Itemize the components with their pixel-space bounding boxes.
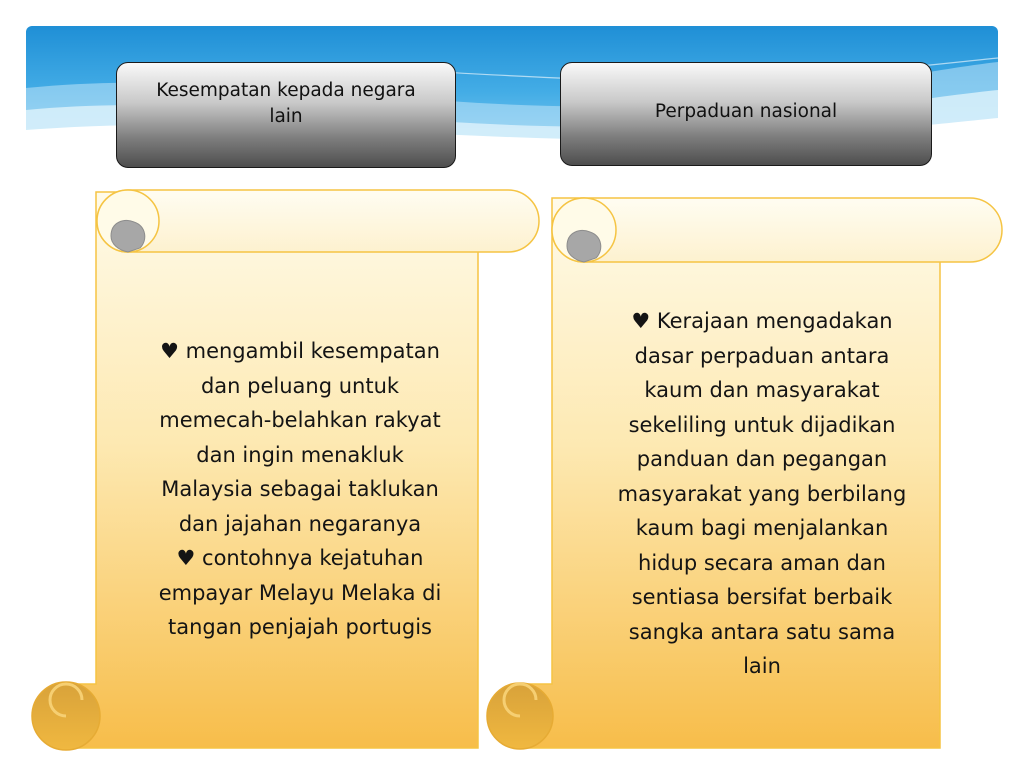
header-left-line-2: lain <box>269 106 303 127</box>
scroll-left-line: dan jajahan negaranya <box>178 511 422 536</box>
scroll-left-line: empayar Melayu Melaka di <box>158 580 442 605</box>
scroll-right-line: kaum dan masyarakat <box>644 378 880 402</box>
scroll-left-line: Malaysia sebagai taklukan <box>161 477 439 501</box>
scroll-left-line: dan ingin menakluk <box>196 442 404 467</box>
scroll-left-line: dan peluang untuk <box>200 373 400 398</box>
scroll-left-line: tangan penjajah portugis <box>167 615 432 639</box>
scroll-left-text <box>124 334 476 645</box>
scroll-left-line: memecah-belahkan rakyat <box>159 408 441 432</box>
scroll-right-line: lain <box>743 654 781 678</box>
header-right-text <box>655 99 837 125</box>
scroll-right-line: kaum bagi menjalankan <box>635 516 889 540</box>
scroll-right-text <box>592 304 932 684</box>
header-left-line-1: Kesempatan kepada negara <box>156 80 416 101</box>
scroll-right-line: masyarakat yang berbilang <box>617 481 907 506</box>
header-left-text <box>156 78 416 130</box>
header-box-right <box>560 62 932 166</box>
scroll-right-line: ♥ Kerajaan mengadakan <box>631 309 893 333</box>
scroll-left-line: ♥ mengambil kesempatan <box>160 339 440 363</box>
header-right-line-1: Perpaduan nasional <box>654 101 838 122</box>
scroll-right-line: panduan dan pegangan <box>636 447 888 471</box>
scroll-right-line: dasar perpaduan antara <box>634 343 890 368</box>
header-box-left <box>116 62 456 168</box>
scroll-right-line: sangka antara satu sama <box>628 619 896 644</box>
scroll-left-line: ♥ contohnya kejatuhan <box>176 546 424 570</box>
scroll-right-line: hidup secara aman dan <box>638 550 886 575</box>
scroll-right-line: sekeliling untuk dijadikan <box>628 412 896 437</box>
scroll-right-line: sentiasa bersifat berbaik <box>631 585 893 609</box>
